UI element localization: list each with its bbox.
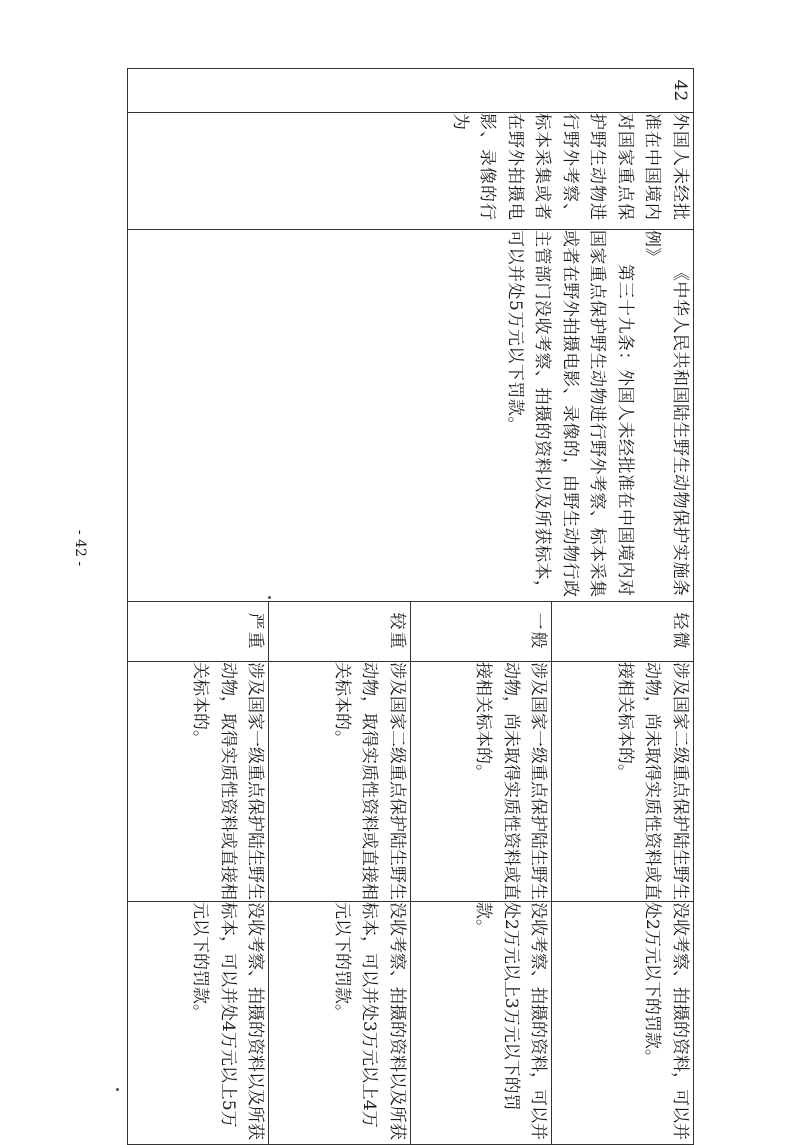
legal-basis-body: 第三十九条：外国人未经批准在中国境内对国家重点保护野生动物进行野外考察、标本采集或者在野外拍摄电影、录像的，由野生动物行政主管部门没收考察、拍摄的资料以及所获标本，可以并处5万元以下罚款。 [504, 230, 635, 598]
grade-penalty: 没收考察、拍摄的资料以及所获标本，可以并处4万元以上5万元以下的罚款。 [128, 902, 270, 1145]
legal-basis [128, 230, 694, 602]
page-number-text: - 42 - [72, 529, 89, 567]
grade-level: 较重 [269, 602, 411, 662]
grade-penalty: 没收考察、拍摄的资料以及所获标本，可以并处3万元以上4万元以下的罚款。 [269, 902, 411, 1145]
grade-penalty: 没收考察、拍摄的资料，可以并处2万元以下的罚款。 [552, 902, 694, 1145]
grade-penalty: 没收考察、拍摄的资料，可以并处2万元以上3万元以下的罚款。 [411, 902, 553, 1145]
grade-level: 严重 [128, 602, 270, 662]
grade-condition: 涉及国家一级重点保护陆生野生动物，尚未取得实质性资料或直接相关标本的。 [411, 662, 553, 902]
legal-basis-title: 《中华人民共和国陆生野生动物保护实施条例》 [642, 230, 690, 597]
table-row [552, 69, 694, 1145]
grade-level: 轻微 [552, 602, 694, 662]
item-number: 42 [128, 69, 694, 113]
grade-condition: 涉及国家二级重点保护陆生野生动物，取得实质性资料或直接相关标本的。 [269, 662, 411, 902]
penalty-table [127, 68, 694, 1145]
grade-level: 一般 [411, 602, 553, 662]
grade-condition: 涉及国家二级重点保护陆生野生动物，尚未取得实质性资料或直接相关标本的。 [552, 662, 694, 902]
violation-description: 外国人未经批准在中国境内对国家重点保护野生动物进行野外考察、标本采集或者在野外拍摄电影、录像的行为 [128, 113, 694, 230]
page-number [62, 529, 98, 567]
scan-speck [116, 1088, 119, 1091]
rotated-table-sheet [127, 68, 694, 1140]
grade-condition: 涉及国家一级重点保护陆生野生动物，取得实质性资料或直接相关标本的。 [128, 662, 270, 902]
scan-speck [268, 596, 271, 599]
